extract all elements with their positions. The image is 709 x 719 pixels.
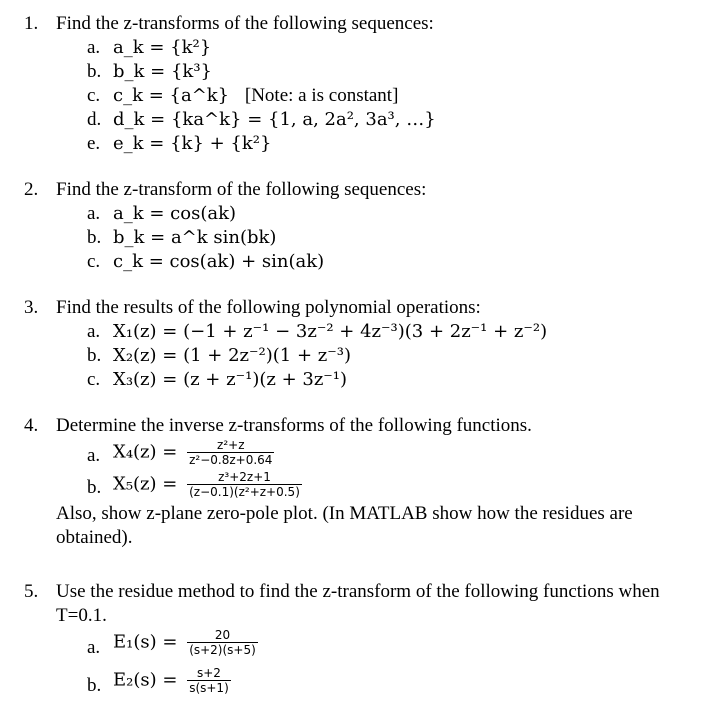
problem-1 xyxy=(0,12,709,156)
item-letter: a. xyxy=(87,203,101,224)
item-letter: c. xyxy=(87,85,101,106)
item-expression: d_k = {ka^k} = {1, a, 2a², 3a³, …} xyxy=(113,109,436,130)
item-expression xyxy=(113,84,398,108)
fraction-numerator: z³+2z+1 xyxy=(218,470,271,484)
question-text: Find the results of the following polynomial operations: xyxy=(56,297,481,318)
question-text: Find the z-transform of the following sequences: xyxy=(56,179,427,200)
item-1d xyxy=(0,108,709,132)
problem-number: 1. xyxy=(24,13,39,34)
problem-5 xyxy=(0,580,709,704)
item-3b xyxy=(0,344,709,368)
item-5a xyxy=(0,628,709,666)
item-expression: X₁(z) = (−1 + z⁻¹ − 3z⁻² + 4z⁻³)(3 + 2z⁻¹ + z⁻²) xyxy=(113,321,548,342)
question-text: Find the z-transforms of the following sequences: xyxy=(56,13,434,34)
item-2c xyxy=(0,250,709,274)
item-4a xyxy=(0,438,709,470)
item-3c xyxy=(0,368,709,392)
problem-number: 2. xyxy=(24,179,39,200)
item-letter: a. xyxy=(87,321,101,342)
fraction-denominator: z²−0.8z+0.64 xyxy=(189,453,273,467)
item-letter: a. xyxy=(87,445,101,466)
item-1e xyxy=(0,132,709,156)
item-expression: b_k = {k³} xyxy=(113,61,212,82)
item-5b xyxy=(0,666,709,704)
question-text: Use the residue method to find the z-transform of the following functions when T=0.1. xyxy=(56,581,660,626)
item-letter: b. xyxy=(87,227,102,248)
item-expression xyxy=(113,438,274,467)
fraction xyxy=(187,438,274,467)
extra-text: Also, show z-plane zero-pole plot. (In MATLAB show how the residues are obtained). xyxy=(56,503,633,548)
item-1c xyxy=(0,84,709,108)
item-expression xyxy=(113,628,258,657)
item-expression: X₂(z) = (1 + 2z⁻²)(1 + z⁻³) xyxy=(113,345,351,366)
item-letter: b. xyxy=(87,675,102,696)
fraction xyxy=(187,470,302,499)
fraction-numerator: s+2 xyxy=(196,666,221,680)
problem-4-question xyxy=(0,414,709,438)
problem-number: 5. xyxy=(24,581,39,602)
fraction-denominator: s(s+1) xyxy=(189,681,229,695)
item-letter: e. xyxy=(87,133,101,154)
function-lhs: X₅(z) = xyxy=(113,473,178,495)
item-expression: c_k = cos(ak) + sin(ak) xyxy=(113,251,325,272)
item-expression xyxy=(113,470,302,499)
item-4b xyxy=(0,470,709,502)
question-text: Determine the inverse z-transforms of the following functions. xyxy=(56,415,532,436)
problem-1-question xyxy=(0,12,709,36)
problem-5-question xyxy=(0,580,709,628)
fraction-numerator: 20 xyxy=(214,628,231,642)
function-lhs: E₂(s) = xyxy=(113,669,178,691)
problem-2 xyxy=(0,178,709,274)
fraction-numerator: z²+z xyxy=(217,438,245,452)
function-lhs: X₄(z) = xyxy=(113,441,178,463)
problem-3-question xyxy=(0,296,709,320)
item-letter: b. xyxy=(87,477,102,498)
item-letter: a. xyxy=(87,637,101,658)
expression-text: c_k = {a^k} xyxy=(113,85,230,106)
item-letter: c. xyxy=(87,369,101,390)
problem-number: 3. xyxy=(24,297,39,318)
problem-number: 4. xyxy=(24,415,39,436)
item-note: [Note: a is constant] xyxy=(244,85,399,106)
fraction xyxy=(187,628,258,657)
item-expression: a_k = cos(ak) xyxy=(113,203,237,224)
item-expression: a_k = {k²} xyxy=(113,37,212,58)
extra-instruction xyxy=(0,502,709,550)
item-letter: b. xyxy=(87,61,102,82)
item-2a xyxy=(0,202,709,226)
function-lhs: E₁(s) = xyxy=(113,631,178,653)
item-2b xyxy=(0,226,709,250)
item-letter: a. xyxy=(87,37,101,58)
item-expression: e_k = {k} + {k²} xyxy=(113,133,272,154)
item-letter: b. xyxy=(87,345,102,366)
fraction-denominator: (s+2)(s+5) xyxy=(189,643,256,657)
problem-2-question xyxy=(0,178,709,202)
item-3a xyxy=(0,320,709,344)
fraction xyxy=(187,666,231,695)
item-expression: X₃(z) = (z + z⁻¹)(z + 3z⁻¹) xyxy=(113,369,348,390)
item-1b xyxy=(0,60,709,84)
fraction-denominator: (z−0.1)(z²+z+0.5) xyxy=(189,485,300,499)
item-1a xyxy=(0,36,709,60)
problem-4 xyxy=(0,414,709,550)
item-expression xyxy=(113,666,231,695)
problem-3 xyxy=(0,296,709,392)
item-letter: d. xyxy=(87,109,102,130)
item-expression: b_k = a^k sin(bk) xyxy=(113,227,277,248)
item-letter: c. xyxy=(87,251,101,272)
